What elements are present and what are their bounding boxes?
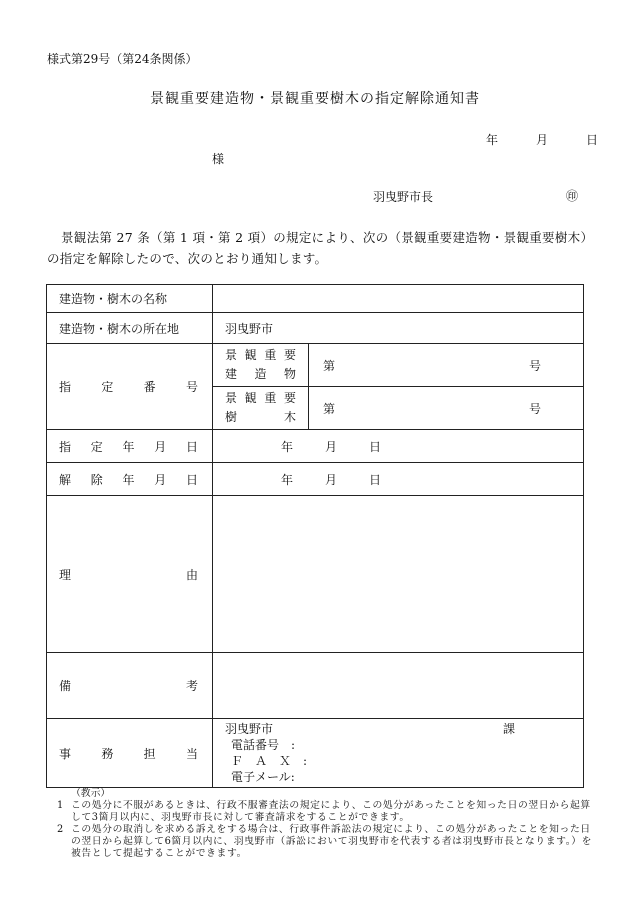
designation-number-label-cell	[47, 344, 213, 430]
location-label: 建造物・樹木の所在地	[59, 321, 180, 336]
table-row-release-date	[47, 463, 584, 496]
location-label-cell	[47, 313, 213, 344]
name-label-cell	[47, 285, 213, 313]
office-contact	[213, 719, 583, 787]
release-date-label-cell	[47, 463, 213, 496]
date-year-label: 年	[486, 133, 499, 147]
seal-mark: ㊞	[566, 189, 579, 203]
note-item: 2 この処分の取消しを求める訴えをする場合は、行政事件訴訟法の規定により、この処分があったことを知った日の翌日から起算して6箇月以内に、羽曳野市（訴訟において羽曳野市を代表する者は羽曳野市長となります。）を被告として提起することができます。	[57, 824, 592, 859]
designation-number-label: 指 定 番 号	[59, 380, 198, 394]
tree-sub-label: 景 観 重 要 樹 木	[225, 391, 296, 424]
designation-date-label-cell	[47, 430, 213, 463]
office-dept: 課	[502, 722, 515, 736]
building-sub-label: 景 観 重 要 建 造 物	[225, 348, 296, 381]
building-number-cell[interactable]	[309, 344, 584, 387]
designation-date-value: 年 月 日	[281, 439, 382, 454]
table-row-designation-building	[47, 344, 584, 387]
table-row-location	[47, 313, 584, 344]
issuer-name: 羽曳野市長	[373, 190, 434, 204]
form-number: 様式第29号（第24条関係）	[47, 52, 198, 66]
tree-number-cell[interactable]	[309, 387, 584, 430]
document-title: 景観重要建造物・景観重要樹木の指定解除通知書	[150, 91, 480, 107]
note-item: 1 この処分に不服があるときは、行政不服審査法の規定により、この処分があったことを知った日の翌日から起算して3箇月以内に、羽曳野市長に対して審査請求をすることができます。	[57, 800, 591, 823]
office-contact-cell	[213, 719, 584, 788]
notice-body-text: 景観法第 27 条（第 1 項・第 2 項）の規定により、次の（景観重要建造物・景観重要樹木）の指定を解除したので、次のとおり通知します。	[47, 230, 588, 266]
location-value-cell[interactable]	[213, 313, 584, 344]
designation-date-cell[interactable]	[213, 430, 584, 463]
table-row-name	[47, 285, 584, 313]
tree-number: 第 号	[323, 401, 541, 416]
instructions-notes	[47, 788, 592, 860]
name-label: 建造物・樹木の名称	[59, 292, 168, 306]
designation-date-label: 指 定 年 月 日	[59, 439, 198, 454]
notes-title: （教示）	[71, 788, 111, 799]
release-date-label: 解 除 年 月 日	[59, 472, 198, 487]
table-row-office	[47, 719, 584, 788]
office-label-cell	[47, 719, 213, 788]
table-row-remarks	[47, 653, 584, 719]
date-day-label: 日	[586, 133, 599, 147]
location-value: 羽曳野市	[225, 321, 274, 336]
table-row-designation-date	[47, 430, 584, 463]
office-email: 電子メール:	[231, 770, 295, 784]
office-label: 事 務 担 当	[59, 746, 198, 761]
issue-date	[486, 131, 598, 148]
reason-label-cell	[47, 496, 213, 653]
table-row-reason	[47, 496, 584, 653]
tree-sub-label-cell	[213, 387, 309, 430]
date-month-label: 月	[536, 133, 549, 147]
name-value-cell[interactable]	[213, 285, 584, 313]
reason-value-cell[interactable]	[213, 496, 584, 653]
designation-release-table	[46, 284, 584, 788]
remarks-label: 備 考	[59, 679, 198, 693]
building-number: 第 号	[323, 358, 541, 373]
remarks-value-cell[interactable]	[213, 653, 584, 719]
office-city: 羽曳野市	[225, 722, 274, 736]
building-sub-label-cell	[213, 344, 309, 387]
office-phone: 電話番号 :	[231, 738, 296, 752]
addressee-suffix: 様	[212, 152, 225, 166]
release-date-value: 年 月 日	[281, 472, 382, 487]
release-date-cell[interactable]	[213, 463, 584, 496]
reason-label: 理 由	[59, 567, 198, 582]
office-fax: Ｆ Ａ Ｘ :	[231, 754, 308, 768]
remarks-label-cell	[47, 653, 213, 719]
